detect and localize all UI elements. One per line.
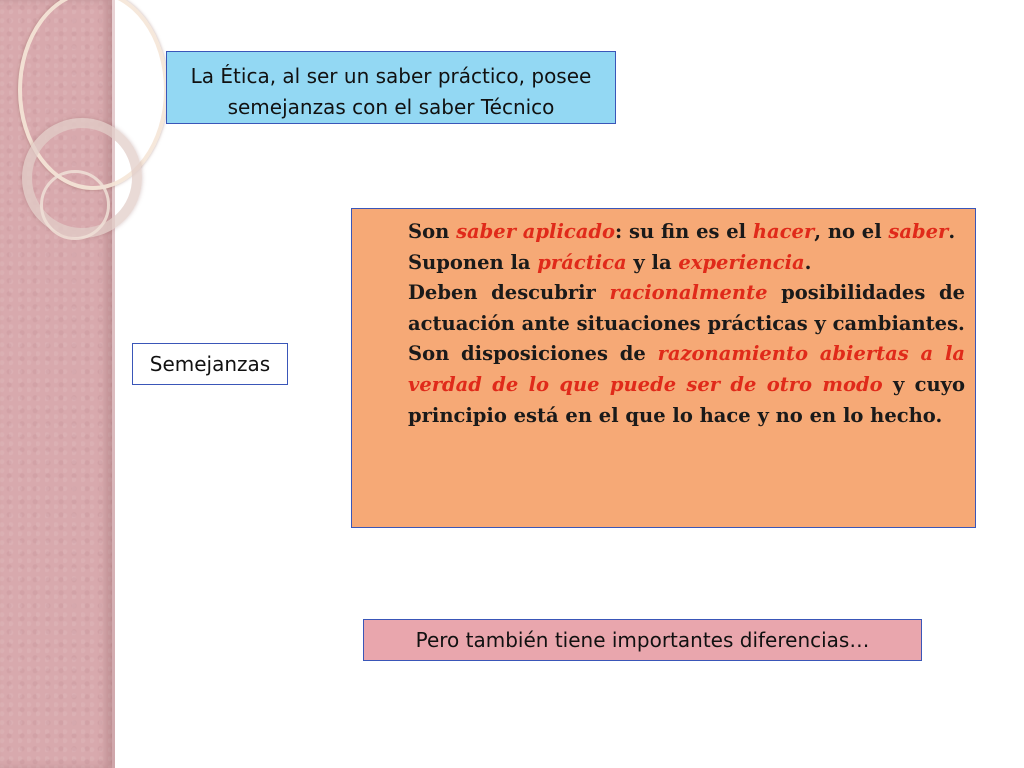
- title-line-2: semejanzas con el saber Técnico: [227, 95, 555, 119]
- point-3: Deben descubrir racionalmente posibilidades de actuación ante situaciones prácticas y cambiantes.: [408, 281, 965, 335]
- point-2: Suponen la práctica y la experiencia.: [408, 250, 812, 274]
- title-line-1: La Ética, al ser un saber práctico, posee: [190, 64, 592, 88]
- similarities-content-box: [351, 208, 976, 528]
- footer-box: Pero también tiene importantes diferencias…: [363, 619, 922, 661]
- point-4: Son disposiciones de razonamiento abiertas a la verdad de lo que puede ser de otro modo y cuyo principio está en el que lo hace y no en lo hecho.: [408, 342, 966, 427]
- decorative-ring-small: [40, 170, 110, 240]
- semejanzas-label: Semejanzas: [132, 343, 288, 385]
- point-1: Son saber aplicado: su fin es el hacer, no el saber.: [408, 220, 956, 243]
- title-box: [166, 51, 616, 124]
